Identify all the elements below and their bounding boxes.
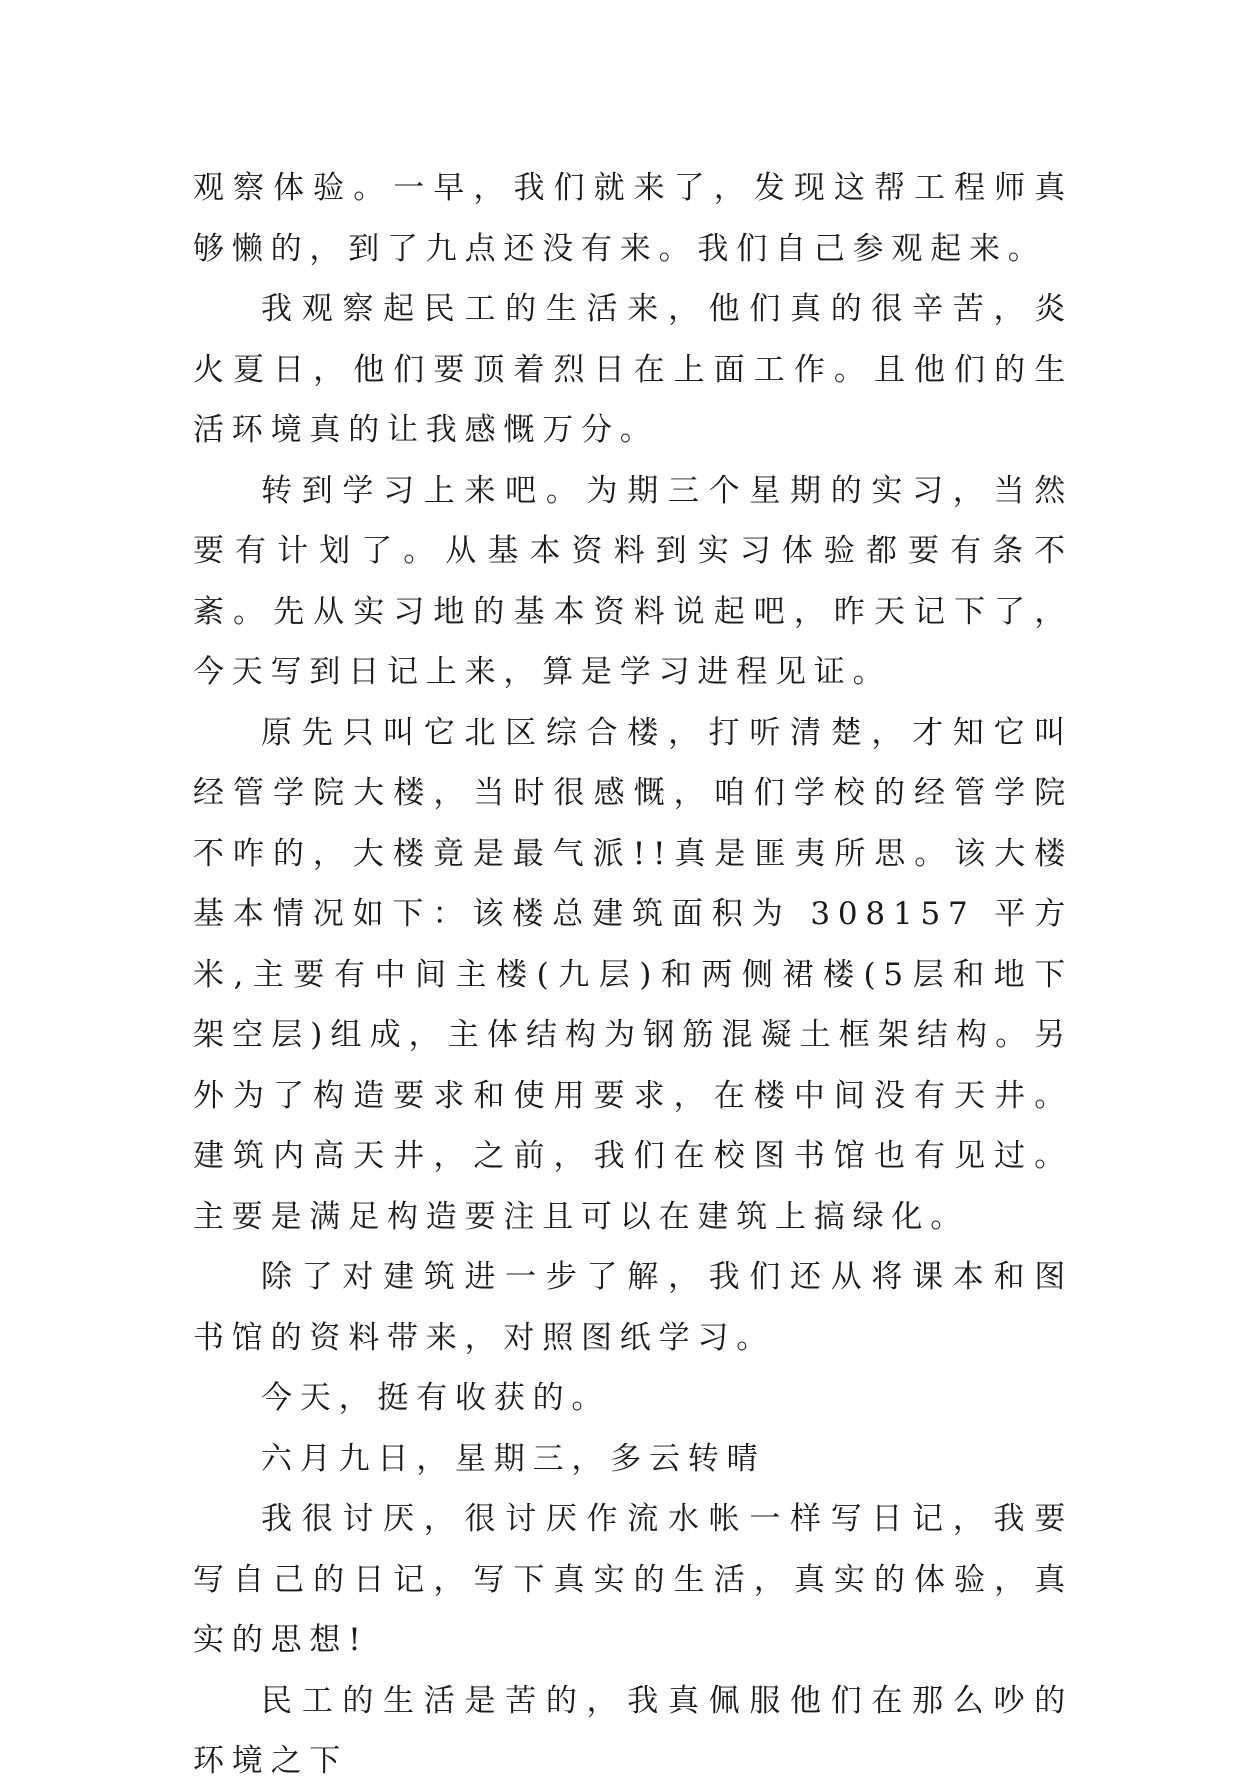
document-body — [193, 158, 1073, 1792]
paragraph: 除了对建筑进一步了解，我们还从将课本和图书馆的资料带来，对照图纸学习。 — [193, 1259, 1073, 1356]
diary-date-heading: 六月九日，星期三，多云转晴 — [261, 1440, 766, 1477]
paragraph: 转到学习上来吧。为期三个星期的实习，当然要有计划了。从基本资料到实习体验都要有条不紊。先从实习地的基本资料说起吧，昨天记下了，今天写到日记上来，算是学习进程见证。 — [193, 472, 1073, 690]
paragraph: 民工的生活是苦的，我真佩服他们在那么吵的环境之下 — [193, 1682, 1073, 1779]
paragraph: 今天，挺有收获的。 — [261, 1380, 611, 1416]
paragraph: 原先只叫它北区综合楼，打听清楚，才知它叫经管学院大楼，当时很感慨，咱们学校的经管学院不咋的，大楼竟是最气派!!真是匪夷所思。该大楼基本情况如下：该楼总建筑面积为 308157 平方米,主要有中间主楼(九层)和两侧裙楼(5层和地下架空层)组成，主体结构为钢筋混凝土框架结构。另外为了构造要求和使用要求，在楼中间没有天井。建筑内高天井，之前，我们在校图书馆也有见过。主要是满足构造要注且可以在建筑上搞绿化。 — [193, 714, 1073, 1235]
paragraph-continuation: 观察体验。一早，我们就来了，发现这帮工程师真够懒的，到了九点还没有来。我们自己参观起来。 — [193, 170, 1073, 267]
paragraph: 我观察起民工的生活来，他们真的很辛苦，炎火夏日，他们要顶着烈日在上面工作。且他们的生活环境真的让我感慨万分。 — [193, 291, 1073, 448]
paragraph: 我很讨厌，很讨厌作流水帐一样写日记，我要写自己的日记，写下真实的生活，真实的体验，真实的思想! — [193, 1501, 1073, 1658]
